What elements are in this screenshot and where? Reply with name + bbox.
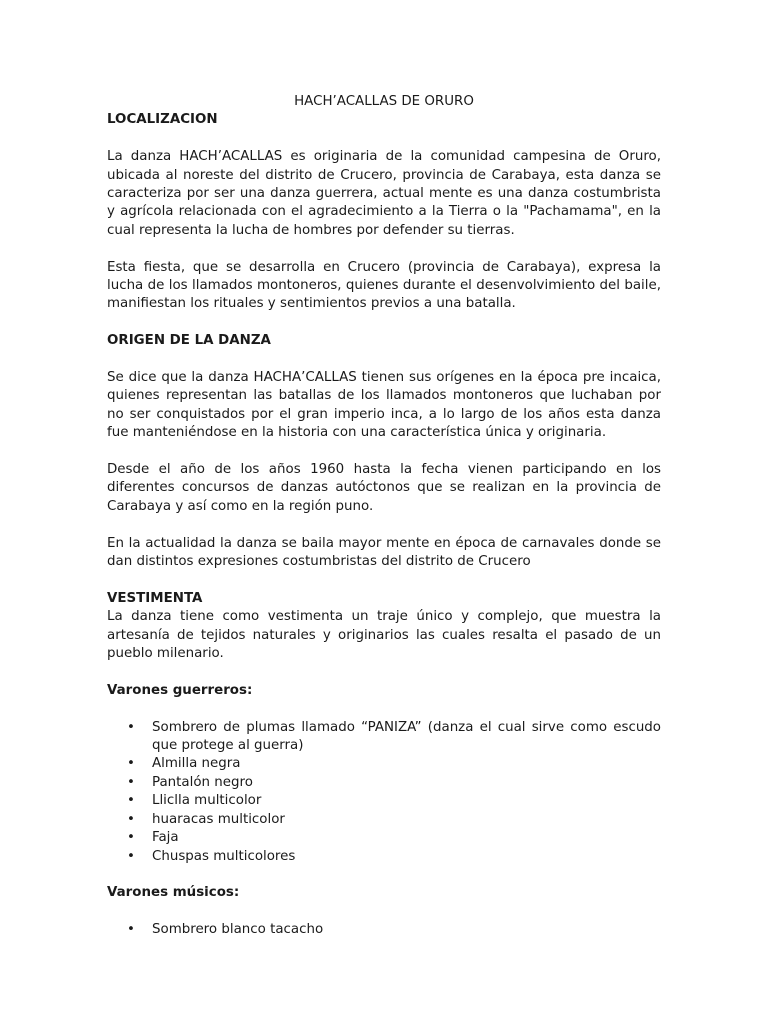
list-item-text: Faja — [152, 830, 179, 846]
list-item-text: Lliclla multicolor — [152, 793, 262, 809]
list-item-text: huaracas multicolor — [152, 811, 285, 827]
spacer — [107, 314, 661, 332]
paragraph-origen-1: Se dice que la danza HACHA’CALLAS tienen sus orígenes en la época pre incaica, quienes representan las batallas de los llamados montoneros que luchaban por no ser conquistados por el gran imperio inca, a lo largo de los años esta danza fue manteniéndose en la historia con una característica única y originaria. — [107, 370, 661, 441]
bullet-icon: • — [127, 811, 135, 827]
bullet-icon: • — [127, 848, 135, 864]
bullet-icon: • — [127, 830, 135, 846]
spacer — [107, 240, 661, 258]
paragraph-origen-2: Desde el año de los años 1960 hasta la fecha vienen participando en los diferentes concursos de danzas autóctonos que se realizan en la provincia de Carabaya y así como en la región puno. — [107, 462, 661, 514]
list-item — [107, 719, 661, 756]
bullet-icon: • — [127, 719, 135, 735]
list-item-text: Chuspas multicolores — [152, 848, 296, 864]
list-varones-guerreros — [107, 719, 661, 866]
list-item — [107, 792, 661, 810]
list-item — [107, 848, 661, 866]
bullet-icon: • — [127, 922, 135, 938]
bullet-icon: • — [127, 756, 135, 772]
document-title: HACH’ACALLAS DE ORURO — [294, 94, 474, 109]
document-content — [107, 93, 661, 940]
paragraph-vestimenta-1: La danza tiene como vestimenta un traje único y complejo, que muestra la artesanía de tejidos naturales y originarios las cuales resalta el pasado de un pueblo milenario. — [107, 609, 661, 662]
paragraph-localizacion-2: Esta fiesta, que se desarrolla en Crucero (provincia de Carabaya), expresa la lucha de los llamados montoneros, quienes durante el desenvolvimiento del baile, manifiestan los rituales y sentimientos previos a una batalla. — [107, 259, 661, 312]
spacer — [107, 516, 661, 534]
list-item — [107, 755, 661, 773]
spacer — [107, 663, 661, 681]
spacer — [107, 443, 661, 461]
spacer — [107, 130, 661, 148]
list-item-text: Pantalón negro — [152, 774, 253, 790]
heading-varones-guerreros: Varones guerreros: — [107, 682, 253, 698]
list-item — [107, 811, 661, 829]
paragraph-localizacion-1: La danza HACH’ACALLAS es originaria de la comunidad campesina de Oruro, ubicada al noreste del distrito de Crucero, provincia de Carabaya, esta danza se caracteriza por ser una danza guerrera, actual mente es una danza costumbrista y agrícola relacionada con el agradecimiento a la Tierra o la "Pachamama", en la cual representa la lucha de hombres por defender su tierras. — [107, 149, 661, 238]
list-item — [107, 829, 661, 847]
bullet-icon: • — [127, 774, 135, 790]
spacer — [107, 571, 661, 589]
heading-localizacion: LOCALIZACION — [107, 112, 218, 128]
heading-origen: ORIGEN DE LA DANZA — [107, 333, 271, 349]
spacer — [107, 866, 661, 884]
list-item — [107, 774, 661, 792]
bullet-icon: • — [127, 793, 135, 809]
spacer — [107, 351, 661, 369]
list-item-text: Sombrero de plumas llamado “PANIZA” (danza el cual sirve como escudo que protege al guerra) — [152, 719, 661, 754]
list-item-text: Almilla negra — [152, 756, 241, 772]
spacer — [107, 903, 661, 921]
spacer — [107, 700, 661, 718]
list-item — [107, 921, 661, 939]
heading-varones-musicos: Varones músicos: — [107, 885, 240, 901]
list-item-text: Sombrero blanco tacacho — [152, 922, 324, 938]
heading-vestimenta: VESTIMENTA — [107, 590, 203, 606]
paragraph-origen-3: En la actualidad la danza se baila mayor mente en época de carnavales donde se dan distintos expresiones costumbristas del distrito de Crucero — [107, 535, 661, 570]
list-varones-musicos — [107, 921, 661, 939]
